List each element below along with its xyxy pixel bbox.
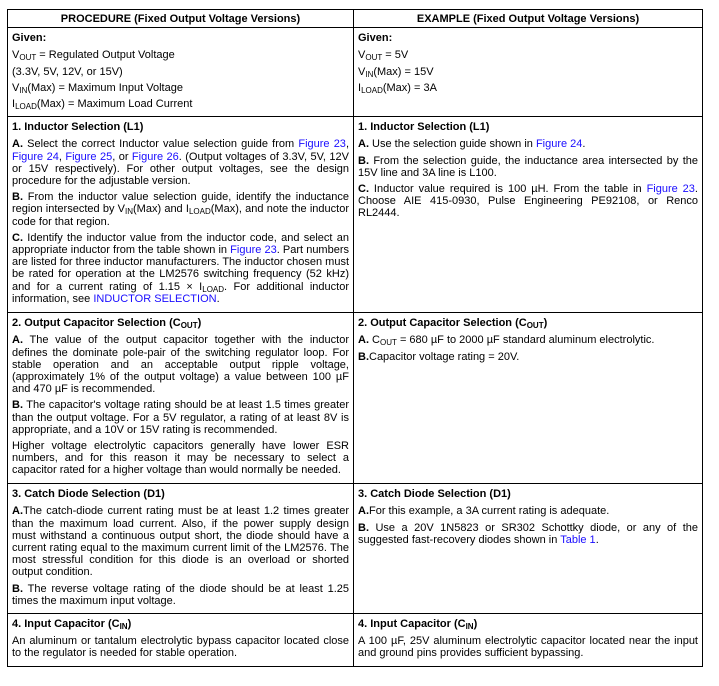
cross-reference-link[interactable]: Figure 23 [230,244,277,257]
paragraph [358,635,698,659]
text-run: 4. Input Capacitor (C [12,618,120,631]
paragraph [358,351,698,363]
paragraph [12,49,349,61]
paragraph [358,138,698,150]
text-run: = 5V [382,49,409,62]
table-row-inductor-selection [8,117,703,313]
step-label: B. [358,521,369,534]
subscript: OUT [180,321,198,331]
text-run: (Max) and I [133,203,189,216]
subscript: IN [119,622,128,632]
paragraph [12,334,349,395]
text-run: 3. Catch Diode Selection (D1) [12,488,165,501]
text-run: (3.3V, 5V, 12V, or 15V) [12,65,123,78]
text-run: The reverse voltage rating of the diode should be at least 1.25 times the maximum input voltage. [12,582,349,607]
step-label: A. [12,334,23,347]
step-label: C. [12,231,23,244]
text-run: ) [127,618,132,631]
cross-reference-link[interactable]: Figure 26 [131,150,179,163]
table-row-given [8,28,703,117]
cross-reference-link[interactable]: INDUCTOR SELECTION [93,292,217,305]
section-title [12,618,349,630]
subscript: OUT [380,338,397,348]
step-label: A. [358,334,369,347]
text-run: (Max) = 3A [382,81,437,94]
text-run: V [358,49,366,62]
design-procedure-table [7,9,703,667]
text-run: The catch-diode current rating must be at least 1.2 times greater than the maximum load current. Also, if the power supply design must withstand a continuous output short, the diode should have a current rating equal to the maximum current limit of the LM2576. The most stressful condition for this diode is an overload or shorted output condition. [12,505,349,579]
subscript: LOAD [202,284,225,294]
paragraph [12,82,349,94]
section-title [12,121,349,133]
cross-reference-link[interactable]: Table 1 [560,533,596,546]
text-run: V [12,49,20,62]
text-run: 2. Output Capacitor Selection (C [12,317,181,330]
cross-reference-link[interactable]: Figure 23 [298,138,346,151]
step-label: A. [12,138,23,151]
paragraph [12,66,349,78]
paragraph [358,66,698,78]
subscript: LOAD [361,85,383,95]
text-run: 4. Input Capacitor (C [358,618,466,631]
paragraph [358,49,698,61]
text-run: . Choose AIE 415-0930, Pulse Engineering PE92108, or Renco RL2444. [358,183,698,220]
section-title [358,618,698,630]
paragraph [358,82,698,94]
cross-reference-link[interactable]: Figure 24 [535,138,583,151]
subscript: OUT [526,321,544,331]
paragraph [12,505,349,578]
text-run: Use the selection guide shown in [369,138,536,151]
text-run: (Max) = Maximum Input Voltage [27,81,183,94]
text-run: Capacitor voltage rating = 20V. [369,350,520,363]
text-run: 1. Inductor Selection (L1) [12,121,144,134]
text-run: Given: [358,32,393,45]
text-run: . [582,138,586,151]
text-run: ) [197,317,202,330]
example-cell-inductor-selection [354,117,703,313]
paragraph [12,98,349,110]
step-label: A. [12,505,23,518]
paragraph [358,505,698,517]
paragraph [358,334,698,346]
text-run: For this example, a 3A current rating is adequate. [369,505,610,518]
text-run: An aluminum or tantalum electrolytic bypass capacitor located close to the regulator is needed for stable operation. [12,635,349,660]
table-row-output-capacitor-selection [8,313,703,484]
step-label: B. [358,154,369,167]
procedure-cell-input-capacitor [8,614,354,667]
section-title [12,32,349,44]
paragraph [12,232,349,305]
subscript: IN [125,207,133,217]
text-run: From the selection guide, the inductance area intersected by the 15V line and 3A line is L100. [358,154,698,179]
section-title [358,32,698,44]
text-run: The value of the output capacitor together with the inductor defines the dominate pole-pair of the switching regulator loop. For stable operation and an acceptable output ripple voltage, (approximately 1% of the output voltage) a value between 100 µF and 470 µF is recommended. [12,334,349,396]
subscript: OUT [365,53,383,63]
text-run: Given: [12,32,47,45]
text-run: (Max) = 15V [373,65,434,78]
paragraph [12,440,349,477]
step-label: B. [12,399,23,412]
text-run: (Max) = Maximum Load Current [36,98,193,111]
text-run: From the inductor value selection guide, identify the inductance region intersected by V [12,191,349,216]
procedure-cell-inductor-selection [8,117,354,313]
procedure-cell-output-capacitor-selection [8,313,354,484]
paragraph [12,583,349,607]
subscript: IN [19,85,28,95]
subscript: OUT [19,53,37,63]
step-label: A. [358,505,369,518]
text-run: ) [543,317,548,330]
example-cell-catch-diode-selection [354,484,703,614]
example-cell-output-capacitor-selection [354,313,703,484]
step-label: B. [12,582,23,595]
procedure-cell-catch-diode-selection [8,484,354,614]
text-run: Select the correct Inductor value selection guide from [23,138,299,151]
text-run: . [216,292,220,305]
text-run: . [595,533,599,546]
text-run: V [358,65,366,78]
example-cell-given [354,28,703,117]
text-run: The capacitor's voltage rating should be at least 1.5 times greater than the output voltage. For a 5V regulator, a rating of at least 8V is appropriate, and a 10V or 15V rating is recommended. [12,399,349,436]
step-label: B. [358,350,369,363]
text-run: I [12,98,16,111]
paragraph [358,183,698,220]
text-run: V [12,81,20,94]
example-column-header: EXAMPLE (Fixed Output Voltage Versions) [354,10,703,28]
section-title [12,317,349,329]
subscript: IN [365,69,374,79]
text-run: , or [112,150,132,163]
subscript: LOAD [15,102,37,112]
cross-reference-link[interactable]: Figure 23 [646,183,695,196]
paragraph [12,399,349,436]
text-run: (Max), and note the inductor code for that region. [12,203,349,228]
paragraph [12,635,349,659]
section-title [358,488,698,500]
text-run: . For additional inductor information, see [12,280,350,305]
procedure-column-header: PROCEDURE (Fixed Output Voltage Versions) [8,10,354,28]
section-title [358,121,698,133]
table-header-row [8,10,703,28]
subscript: IN [465,622,474,632]
text-run: I [358,81,362,94]
text-run: 3. Catch Diode Selection (D1) [358,488,511,501]
text-run: = 680 µF to 2000 µF standard aluminum electrolytic. [396,334,655,347]
procedure-cell-given [8,28,354,117]
paragraph [358,155,698,179]
cross-reference-link[interactable]: Figure 25 [65,150,113,163]
cross-reference-link[interactable]: Figure 24 [12,150,59,163]
text-run: ) [473,618,478,631]
text-run: A 100 µF, 25V aluminum electrolytic capacitor located near the input and ground pins provides sufficient bypassing. [358,635,698,660]
paragraph [358,522,698,546]
table-row-input-capacitor [8,614,703,667]
text-run: = Regulated Output Voltage [36,49,175,62]
text-run: , [345,138,349,151]
text-run: . (Output voltages of 3.3V, 5V, 12V or 15V respectively). For other output voltages, see the design procedure for the adjustable version. [12,150,349,188]
step-label: C. [358,183,369,196]
text-run: , [58,150,66,163]
text-run: C [369,334,380,347]
step-label: B. [12,191,23,204]
section-title [358,317,698,329]
example-cell-input-capacitor [354,614,703,667]
paragraph [12,191,349,228]
text-run: Identify the inductor value from the inductor code, and select an appropriate inductor from the table shown in [12,231,349,257]
text-run: Inductor value required is 100 µH. From the table in [369,183,647,196]
text-run: . Part numbers are listed for three inductor manufacturers. The inductor chosen must be rated for operation at the LM2576 switching frequency (52 kHz) and for a current rating of 1.15 × I [12,244,349,293]
section-title [12,488,349,500]
subscript: LOAD [188,207,211,217]
table-row-catch-diode-selection [8,484,703,614]
step-label: A. [358,138,369,151]
text-run: Higher voltage electrolytic capacitors generally have lower ESR numbers, and for this reason it may be necessary to select a capacitor rated for a higher voltage than would normally be needed. [12,440,349,477]
text-run: Use a 20V 1N5823 or SR302 Schottky diode, or any of the suggested fast-recovery diodes shown in [358,521,698,546]
text-run: 1. Inductor Selection (L1) [358,121,490,134]
paragraph [12,138,349,187]
text-run: 2. Output Capacitor Selection (C [358,317,527,330]
